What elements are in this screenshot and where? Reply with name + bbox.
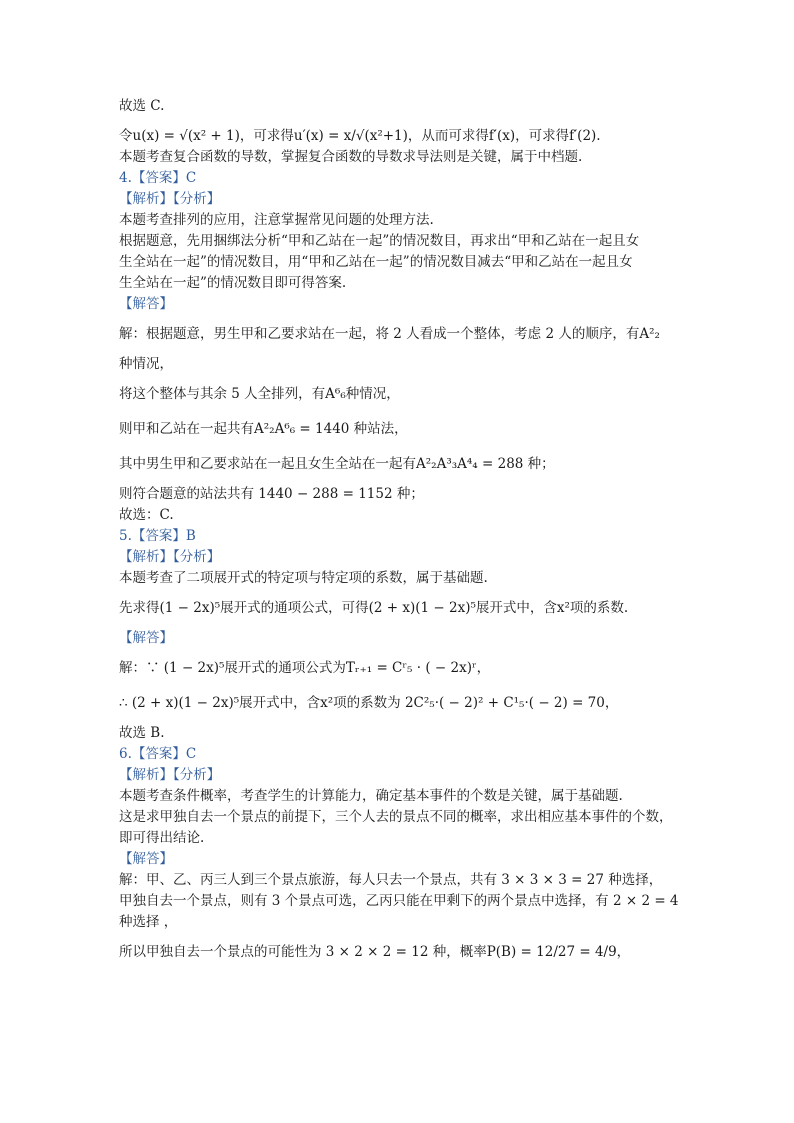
- text-line: 解：甲、乙、丙三人到三个景点旅游，每人只去一个景点，共有 3 × 3 × 3 = 27 种选择，: [119, 872, 663, 888]
- text-line: 故选：C.: [119, 507, 174, 523]
- text-line: 则甲和乙站在一起共有A²₂A⁶₆ = 1440 种站法，: [119, 421, 408, 437]
- document-page: [119, 96, 679, 963]
- text-line: 本题考查了二项展开式的特定项与特定项的系数，属于基础题.: [119, 570, 488, 586]
- text-line: 解：根据题意，男生甲和乙要求站在一起，将 2 人看成一个整体，考虑 2 人的顺序，有A²₂: [119, 326, 660, 342]
- text-line: 所以甲独自去一个景点的可能性为 3 × 2 × 2 = 12 种，概率P(B) = 12/27 = 4/9，: [119, 944, 631, 960]
- text-line: 令u(x) = √(x² + 1)，可求得u′(x) = x/√(x²+1)，从而可求得f′(x)，可求得f′(2).: [119, 128, 601, 144]
- text-line: 解：∵ (1 − 2x)⁵展开式的通项公式为Tᵣ₊₁ = Cʳ₅ · ( − 2x)ʳ，: [119, 660, 491, 676]
- answer-heading: 6.【答案】C: [119, 746, 197, 762]
- text-line: 种选择 ，: [119, 914, 178, 930]
- text-line: 先求得(1 − 2x)⁵展开式的通项公式，可得(2 + x)(1 − 2x)⁵展开式中，含x²项的系数.: [119, 600, 629, 616]
- text-line: ∴ (2 + x)(1 − 2x)⁵展开式中，含x²项的系数为 2C²₅·( − 2)² + C¹₅·( − 2) = 70，: [119, 695, 619, 711]
- solution-heading: 【解答】: [119, 296, 173, 312]
- text-line: 根据题意，先用捆绑法分析“甲和乙站在一起”的情况数目，再求出“甲和乙站在一起且女: [119, 233, 640, 249]
- text-line: 生全站在一起”的情况数目即可得答案.: [119, 275, 347, 291]
- text-line: 种情况，: [119, 356, 173, 372]
- answer-heading: 5.【答案】B: [119, 528, 196, 544]
- text-line: 甲独自去一个景点，则有 3 个景点可选，乙丙只能在甲剩下的两个景点中选择，有 2 × 2 = 4: [119, 893, 679, 909]
- text-line: 这是求甲独自去一个景点的前提下，三个人去的景点不同的概率，求出相应基本事件的个数，: [119, 809, 673, 825]
- analysis-heading: 【解析】【分析】: [119, 549, 221, 565]
- text-line: 将这个整体与其余 5 人全排列，有A⁶₆种情况，: [119, 386, 400, 402]
- analysis-heading: 【解析】【分析】: [119, 191, 221, 207]
- answer-heading: 4.【答案】C: [119, 170, 197, 186]
- text-line: 本题考查复合函数的导数，掌握复合函数的导数求导法则是关键，属于中档题.: [119, 149, 583, 165]
- text-line: 本题考查排列的应用，注意掌握常见问题的处理方法.: [119, 212, 434, 228]
- solution-heading: 【解答】: [119, 630, 173, 646]
- text-line: 生全站在一起”的情况数目，用“甲和乙站在一起”的情况数目减去“甲和乙站在一起且女: [119, 254, 633, 270]
- text-line: 即可得出结论.: [119, 830, 205, 846]
- text-line: 本题考查条件概率，考查学生的计算能力，确定基本事件的个数是关键，属于基础题.: [119, 788, 623, 804]
- text-line: 其中男生甲和乙要求站在一起且女生全站在一起有A²₂A³₃A⁴₄ = 288 种；: [119, 456, 555, 472]
- text-line: 则符合题意的站法共有 1440 − 288 = 1152 种；: [119, 486, 424, 502]
- solution-heading: 【解答】: [119, 851, 173, 867]
- text-line: 故选 B.: [119, 725, 165, 741]
- text-line: 故选 C.: [119, 98, 165, 114]
- analysis-heading: 【解析】【分析】: [119, 767, 221, 783]
